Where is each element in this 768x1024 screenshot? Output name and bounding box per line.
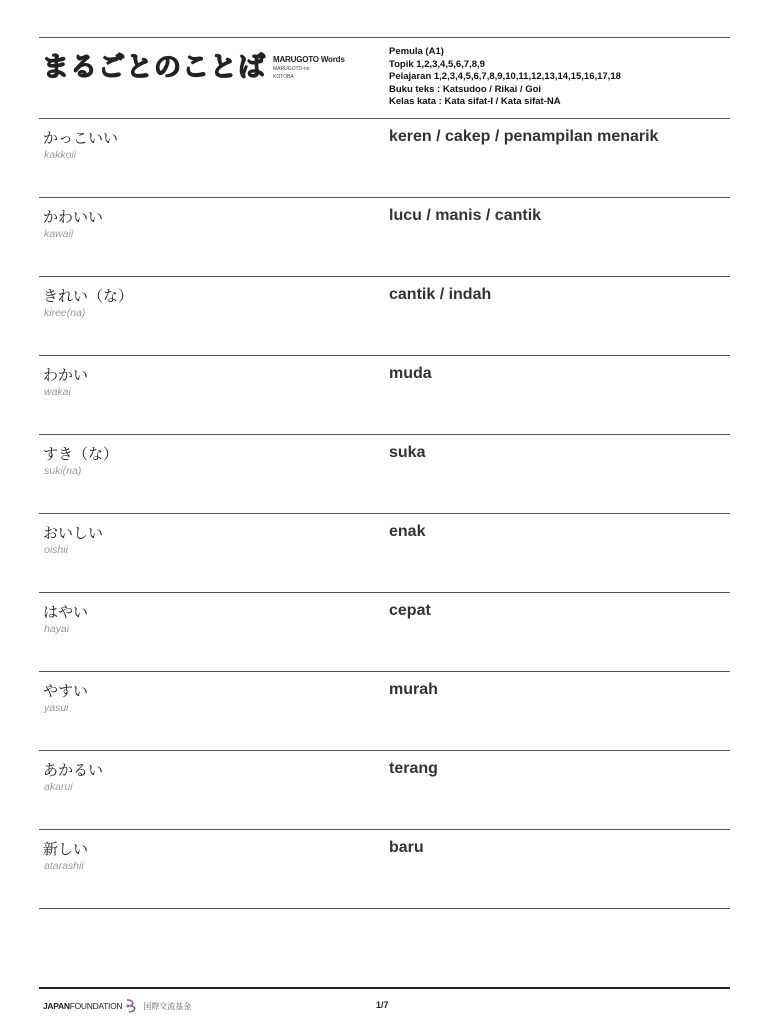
indonesian-meaning: baru [389, 839, 424, 856]
japanese-word: わかい [43, 366, 89, 384]
romaji-reading: kakkoii [44, 149, 77, 161]
vocab-row [39, 119, 730, 198]
org-name-japanese: 国際交流基金 [143, 1001, 192, 1011]
course-textbook: Buku teks : Katsudoo / Rikai / Goi [389, 83, 542, 95]
marugoto-logo [42, 51, 345, 87]
course-word-class: Kelas kata : Kata sifat-I / Kata sifat-NA [389, 96, 561, 107]
course-topics: Topik 1,2,3,4,5,6,7,8,9 [389, 58, 485, 70]
course-lessons: Pelajaran 1,2,3,4,5,6,7,8,9,10,11,12,13,14,15,16,17,18 [389, 71, 621, 82]
romaji-reading: akarui [44, 781, 73, 793]
indonesian-meaning: cantik / indah [389, 286, 492, 303]
course-info [389, 46, 621, 109]
romaji-reading: oishii [44, 544, 68, 556]
vocab-row [39, 277, 730, 356]
page-footer [39, 987, 730, 1024]
org-name-bold: JAPAN [43, 1001, 70, 1011]
vocabulary-page [39, 0, 730, 1024]
japan-foundation-mark-icon [124, 999, 140, 1013]
romaji-reading: kawaii [44, 228, 74, 240]
japanese-word: すき（な） [43, 445, 119, 463]
vocab-row [39, 593, 730, 672]
indonesian-meaning: enak [389, 523, 426, 540]
japanese-word: はやい [43, 603, 89, 621]
logo-english: MARUGOTO Words [273, 55, 345, 64]
indonesian-meaning: keren / cakep / penampilan menarik [389, 128, 659, 145]
page-header [39, 37, 730, 119]
romaji-reading: suki(na) [44, 465, 82, 477]
course-level: Pemula (A1) [389, 46, 444, 57]
indonesian-meaning: murah [389, 681, 438, 698]
japanese-word: あかるい [43, 761, 104, 779]
indonesian-meaning: muda [389, 365, 432, 382]
vocab-row [39, 751, 730, 830]
japanese-word: かわいい [43, 208, 104, 226]
vocab-row [39, 514, 730, 593]
vocab-row [39, 830, 730, 909]
indonesian-meaning: terang [389, 760, 438, 777]
romaji-reading: hayai [44, 623, 70, 635]
indonesian-meaning: suka [389, 444, 426, 461]
japan-foundation-logo [43, 999, 191, 1013]
logo-japanese: まるごとのことば [42, 52, 266, 83]
japanese-word: 新しい [43, 840, 89, 858]
org-name-light: FOUNDATION [69, 1001, 123, 1011]
logo-sub-line-1: MARUGOTO-no [273, 66, 310, 72]
vocabulary-list [39, 119, 730, 909]
vocab-row [39, 198, 730, 277]
romaji-reading: kiree(na) [44, 307, 86, 319]
romaji-reading: yasui [44, 702, 69, 714]
japanese-word: かっこいい [43, 129, 119, 147]
indonesian-meaning: cepat [389, 602, 431, 619]
page-number: 1/7 [376, 1000, 389, 1010]
logo-sub-line-2: KOTOBA [273, 74, 294, 80]
vocab-row [39, 672, 730, 751]
japanese-word: きれい（な） [43, 287, 134, 305]
romaji-reading: atarashii [44, 860, 84, 872]
japanese-word: やすい [43, 682, 89, 700]
org-name [43, 1001, 122, 1011]
vocab-row [39, 435, 730, 514]
japanese-word: おいしい [43, 524, 104, 542]
indonesian-meaning: lucu / manis / cantik [389, 207, 542, 224]
logo-subtitle [273, 55, 345, 80]
vocab-row [39, 356, 730, 435]
romaji-reading: wakai [44, 386, 71, 398]
